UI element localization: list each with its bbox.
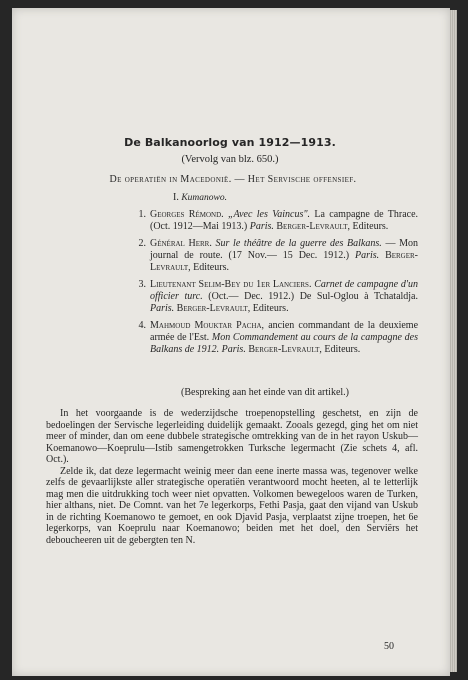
- reference-title: Carnet de campagne d'un officier turc.: [150, 279, 418, 302]
- reference-title: „Avec les Vaincus".: [228, 209, 311, 220]
- reference-author: Général Herr.: [150, 238, 212, 249]
- reference-number: 2.: [138, 238, 146, 249]
- reference-place: Paris.: [150, 303, 175, 314]
- reference-number: 4.: [138, 320, 146, 331]
- reference-author: Mahmoud Mouktar Pacha,: [150, 320, 265, 331]
- reference-details: La campagne de Thrace. (Oct. 1912—Mai 1913.): [150, 209, 419, 232]
- reference-item: [118, 279, 418, 315]
- subsection-name: Kumanowo.: [181, 193, 228, 203]
- reference-place: Paris.: [221, 344, 246, 355]
- reference-details: ancien commandant de la deuxieme armée de l'Est.: [150, 320, 419, 343]
- reference-details: (Oct.— Dec. 1912.) De Sul-Oglou à Tchataldja.: [208, 291, 418, 302]
- reference-title: Sur le théâtre de la guerre des Balkans.: [215, 238, 382, 249]
- reference-details: — Mon journal de route. (17 Nov.— 15 Dec. 1912.): [150, 238, 418, 261]
- reference-title: Mon Commandement au cours de la campagne des Balkans de 1912.: [150, 332, 419, 355]
- reference-number: 3.: [138, 279, 146, 290]
- reference-publisher: Berger-Levrault,: [248, 344, 322, 355]
- page-number: 50: [384, 641, 394, 652]
- reference-place: Paris.: [354, 250, 380, 261]
- paragraph: In het voorgaande is de wederzijdsche troepenopstelling geschetst, en zijn de bedoelingen der Servische legerleiding duidelijk gemaakt. Zooals gezegd, ging het om niet meer of minder, dan om eene dubbele strategische omtrekking van de in het rayon Uskub—Koemanowo—Koeprulu—Istib samengetrokken Turksche legermacht (Zie schets 4, afl. Oct.).: [46, 408, 418, 465]
- reference-author: Lieutenant Selim-Bey du 1er Lanciers.: [150, 279, 312, 290]
- reference-tail: Editeurs.: [352, 221, 389, 232]
- subsection-number: I.: [173, 192, 179, 203]
- reference-tail: Editeurs.: [252, 303, 289, 314]
- reference-tail: Editeurs.: [193, 262, 229, 273]
- subsection-heading: [173, 192, 227, 203]
- reference-publisher: Berger-Levrault,: [150, 250, 419, 273]
- review-note: (Bespreking aan het einde van dit artikel.): [181, 387, 349, 398]
- paragraph: Zelde ik, dat deze legermacht weinig meer dan eene inerte massa was, tegenover welke zelfs de gevaarlijkste aller strategische operatiën verantwoord mocht heeten, al te letterlijk mag men die uitdrukking toch weer niet opvatten. Volkomen bewegeloos waren de Turken, hier althans, niet. De Comnt. van het 7e legerkorps, Fethi Pasja, gaat den vijand van Uskub in de richting Koemanowo te gemoet, en ook Djavid Pasja, verplaatst zijne troepen, het 6e legerkorps, van Koeprulu naar Koemanowo; beiden met het doel, den Serviërs het deboucheeren uit de gebergten ten N.: [46, 465, 418, 546]
- reference-item: [118, 209, 418, 233]
- reference-author: Georges Rémond.: [150, 209, 224, 220]
- reference-publisher: Berger-Levrault,: [276, 221, 350, 232]
- continued-note: (Vervolg van blz. 650.): [181, 154, 279, 165]
- section-heading: De operatiën in Macedonië. — Het Servische offensief.: [109, 174, 357, 185]
- reference-number: 1.: [138, 209, 146, 220]
- body-text: [46, 408, 418, 546]
- reference-place: Paris.: [249, 221, 274, 232]
- reference-publisher: Berger-Levrault,: [176, 303, 251, 314]
- reference-item: [118, 320, 418, 356]
- reference-tail: Editeurs.: [324, 344, 361, 355]
- article-title: De Balkanoorlog van 1912—1913.: [124, 136, 336, 149]
- reference-list: [118, 209, 418, 361]
- reference-item: [118, 238, 418, 274]
